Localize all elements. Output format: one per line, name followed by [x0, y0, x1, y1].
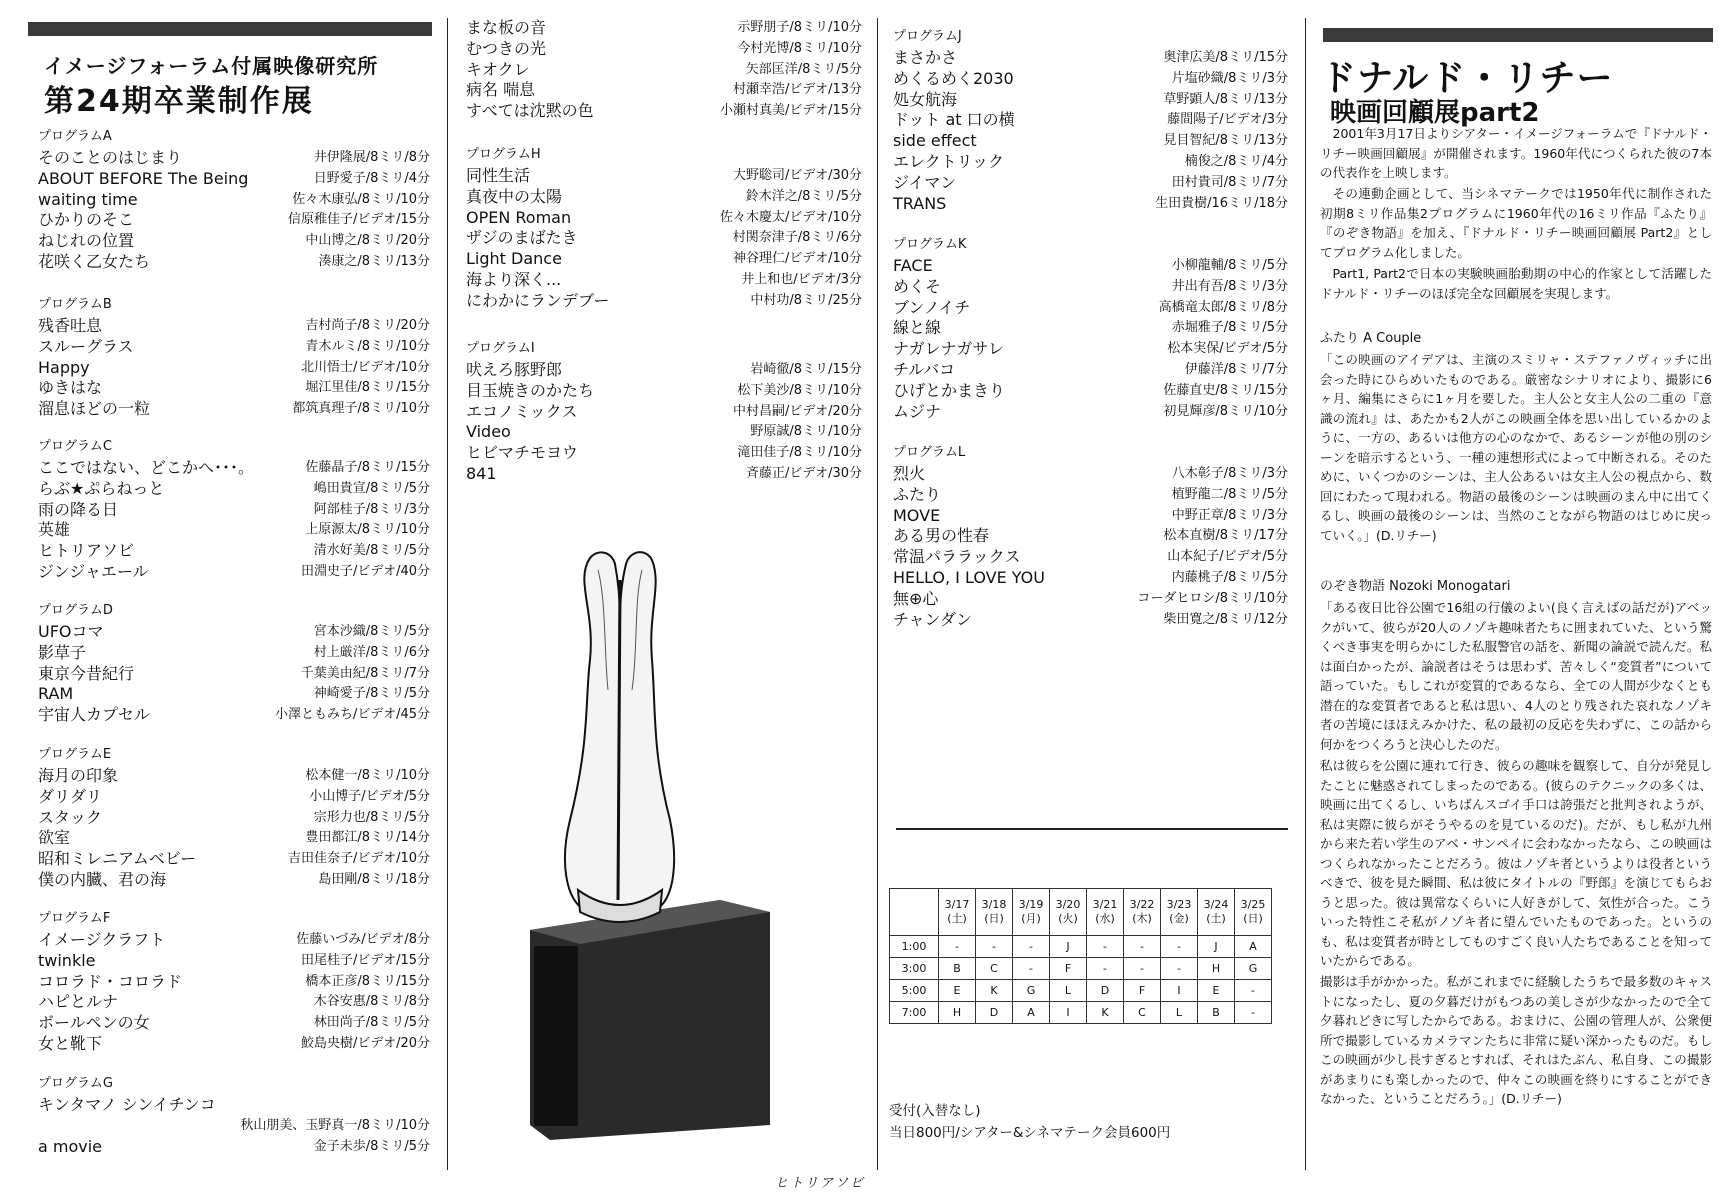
schedule-date-label: 3/22: [1129, 898, 1155, 911]
film-credit: 植野龍二/8ミリ/5分: [1171, 486, 1288, 502]
film-title: 英雄: [38, 520, 71, 540]
film-title: ハピとルナ: [38, 992, 119, 1012]
schedule-cell: -: [1013, 958, 1050, 980]
film-credit: 神崎愛子/8ミリ/5分: [313, 686, 430, 702]
film-title: めくそ: [893, 276, 942, 296]
film-title-nozoki: のぞき物語 Nozoki Monogatari: [1320, 579, 1511, 594]
film-text-couple: 「この映画のアイデアは、主演のスミリャ・ステファノヴィッチに出会った時にひらめいたものである。厳密なシナリオにより、撮影に6ヶ月、編集にさらに1ヶ月を要した。主人公と女主人公の二重の『意識の流れ』は、あたかも2人がこの映画全体を思い出しているかのように、一方の、あるいは他方の心のなかで、あるシーンが他の別のシーンを暗示するという、一種の連想形式によって中断される。そのために、いくつかのシーンは、主人公あるいは女主人公の視点から、数回にわたって現われる。物語の最後のシーンは映画のまん中に出てくるし、映画の最後のシーンは、当然のことながら物語のはじめに戻っていく。」(D.リチー): [1320, 352, 1712, 543]
illustration-caption: ヒトリアソビ: [775, 1176, 866, 1191]
film-title: a movie: [38, 1136, 103, 1156]
film-credit: 木谷安惠/8ミリ/8分: [313, 994, 430, 1010]
schedule-cell: B: [1198, 1002, 1235, 1024]
film-title: ブンノイチ: [893, 297, 971, 317]
film-credit: 松本直樹/8ミリ/17分: [1163, 528, 1288, 544]
schedule-date-label: 3/18: [981, 898, 1007, 911]
schedule-time: 1:00: [890, 936, 939, 958]
film-title: 線と線: [893, 318, 942, 338]
film-title: OPEN Roman: [466, 207, 572, 227]
schedule-row: [890, 1002, 1272, 1024]
film-credit: 小瀬村真美/ビデオ/15分: [719, 103, 862, 119]
film-title: チャンダン: [893, 609, 973, 629]
film-title: スタック: [38, 807, 103, 827]
film-text-nozoki-3: 撮影は手がかかった。私がこれまでに経験したうちで最多数のキャストになったし、夏の夕暮だけがもつあの美しさが少なかったので全て夕暮れどきに写したからである。おまけに、公園の管理人が、公衆便所で撮影しているカメラマンたちに非常に疑い深かったものだ。もしこの映画が少し長すぎるとすれば、それはたぶん、私自身、この撮影があまりにも楽しかったので、仲々この映画を終りにすることができなかった、ということだろう。」(D.リチー): [1320, 974, 1712, 1106]
film-credit: 井出有吾/8ミリ/3分: [1171, 278, 1288, 294]
film-credit: 松本健一/8ミリ/10分: [305, 768, 430, 783]
film-credit: 宮本沙織/8ミリ/5分: [313, 624, 430, 639]
schedule-table: [889, 888, 1272, 1024]
film-title: ボールペンの女: [38, 1013, 150, 1033]
program-label: プログラムF: [38, 911, 111, 926]
film-credit: コーダヒロシ/8ミリ/10分: [1137, 590, 1288, 606]
film-credit: 金子未歩/8ミリ/5分: [313, 1138, 430, 1154]
schedule-rule: [896, 828, 1288, 830]
program-label: プログラムB: [38, 297, 112, 312]
film-title: 海月の印象: [38, 766, 119, 785]
film-credit: 田村貴司/8ミリ/7分: [1171, 174, 1288, 190]
program-label: プログラムA: [38, 129, 112, 144]
film-title: UFOコマ: [38, 622, 104, 641]
schedule-cell: I: [1161, 980, 1198, 1002]
film-credit: 鮫島央樹/ビデオ/20分: [300, 1036, 430, 1051]
film-credit: 吉田佳奈子/ビデオ/10分: [287, 851, 430, 867]
column-divider-2: [877, 18, 878, 1170]
film-credit: 井上和也/ビデオ/3分: [741, 272, 862, 287]
film-credit: 今村光博/8ミリ/10分: [737, 40, 862, 56]
schedule-cell: -: [1235, 1002, 1272, 1024]
program-label: プログラムG: [38, 1076, 113, 1091]
film-credit: 初見輝彦/8ミリ/10分: [1163, 403, 1288, 419]
schedule-cell: A: [1235, 936, 1272, 958]
program-label: プログラムH: [466, 147, 541, 162]
film-title: コロラド・コロラド: [38, 971, 183, 991]
film-title: イメージクラフト: [38, 930, 166, 949]
column-divider-3: [1305, 18, 1306, 1170]
film-credit: 中村昌嗣/ビデオ/20分: [732, 403, 862, 419]
film-credit: 神谷理仁/ビデオ/10分: [732, 251, 862, 267]
schedule-cell: A: [1013, 1002, 1050, 1024]
film-title: そのことのはじまり: [38, 148, 183, 167]
film-title: 花咲く乙女たち: [38, 252, 151, 271]
film-title: 昭和ミレニアムベビー: [38, 849, 197, 869]
film-credit: 橋本正彦/8ミリ/15分: [305, 973, 430, 989]
film-credit: 岩崎徹/8ミリ/15分: [750, 362, 862, 377]
film-credit: 秋山朋美、玉野真一/8ミリ/10分: [240, 1117, 430, 1133]
film-title: ドット at 口の横: [893, 110, 1015, 130]
film-credit: 矢部匡洋/8ミリ/5分: [745, 61, 862, 77]
film-title: 無⊕心: [893, 588, 939, 608]
film-text-nozoki-1: 「ある夜日比谷公園で16組の行儀のよい(良く言えばの話だが)アベックがいて、彼らが20人のノゾキ趣味者たちに囲まれていた、という驚くべき事実を明らかにした私服警官の話を、新聞の論説で読んだ。私は面白かったが、論説者はそうは思わず、苦々しく“変質者”について語っていた。もしこれが変質的であるなら、全ての人間が少なくとも潜在的な変質者であると私は思い、4人のとり残された哀れなノゾキ者の苦境にほほえみかけた、私の最初の反応を失わずに、この話から何かをつくろうと決心したのだ。: [1320, 600, 1712, 752]
retrospective-title: ドナルド・リチー: [1320, 58, 1614, 99]
schedule-cell: -: [1161, 936, 1198, 958]
film-credit: 村瀬幸浩/ビデオ/13分: [732, 82, 862, 98]
schedule-cell: -: [1013, 936, 1050, 958]
schedule-cell: G: [1013, 980, 1050, 1002]
film-credit: 田淵史子/ビデオ/40分: [300, 564, 430, 579]
film-title: 影草子: [38, 642, 87, 662]
film-credit: 中山博之/8ミリ/20分: [305, 233, 430, 249]
schedule-day-label: (金): [1169, 912, 1189, 925]
film-credit: 滝田佳子/8ミリ/10分: [737, 445, 862, 461]
film-title: 真夜中の太陽: [466, 186, 563, 206]
intro-paragraph-2: その連動企画として、当シネマテークでは1950年代に制作された初期8ミリ作品集2プログラムに1960年代の16ミリ作品『ふたり』『のぞき物語』を加え、『ドナルド・リチー映画回顧展 Part2』としてプログラム化しました。: [1320, 186, 1712, 260]
schedule-cell: K: [976, 980, 1013, 1002]
film-title: キンタマノ シンイチンコ: [38, 1095, 216, 1114]
film-title: 雨の降る日: [38, 499, 119, 519]
schedule-cell: C: [976, 958, 1013, 980]
film-title: チルバコ: [893, 360, 956, 379]
film-credit: 阿部桂子/8ミリ/3分: [313, 501, 430, 517]
film-title: 宇宙人カプセル: [38, 705, 150, 725]
film-title: にわかにランデブー: [466, 290, 610, 310]
film-title: 欲室: [38, 828, 71, 848]
film-title: 病名 喘息: [466, 80, 536, 100]
film-credit: 千葉美由紀/8ミリ/7分: [300, 665, 430, 681]
schedule-date: [939, 889, 976, 936]
schedule-cell: I: [1050, 1002, 1087, 1024]
film-credit: 藤間陽子/ビデオ/3分: [1167, 112, 1288, 128]
schedule-day-label: (木): [1132, 912, 1152, 925]
film-credit: 佐藤直史/8ミリ/15分: [1163, 382, 1288, 398]
film-credit: 佐々木慶太/ビデオ/10分: [719, 209, 862, 225]
film-credit: 村関奈津子/8ミリ/6分: [732, 230, 862, 246]
film-title: 吠えろ豚野郎: [466, 360, 563, 379]
schedule-cell: -: [1161, 958, 1198, 980]
film-title: 女と靴下: [38, 1034, 103, 1053]
film-credit: 鈴木洋之/8ミリ/5分: [745, 188, 862, 204]
schedule-day-label: (土): [1206, 912, 1226, 925]
film-title: スルーグラス: [38, 336, 134, 356]
schedule-row: [890, 936, 1272, 958]
sculpture-illustration: [520, 540, 790, 1140]
film-credit: 片塩砂織/8ミリ/3分: [1171, 70, 1288, 86]
schedule-date-label: 3/24: [1203, 898, 1229, 911]
film-credit: 吉村尚子/8ミリ/20分: [305, 318, 430, 333]
film-credit: 小山博子/ビデオ/5分: [309, 788, 430, 804]
film-credit: 奥津広美/8ミリ/15分: [1163, 50, 1288, 65]
pedestal: [530, 900, 770, 1140]
film-title: ヒトリアソビ: [38, 541, 135, 561]
program-label: プログラムK: [893, 237, 967, 252]
film-title: ある男の性春: [893, 526, 990, 546]
film-credit: 松本実保/ビデオ/5分: [1167, 341, 1288, 357]
film-credit: 八木彰子/8ミリ/3分: [1171, 466, 1288, 481]
schedule-date: [1161, 889, 1198, 936]
schedule-cell: L: [1161, 1002, 1198, 1024]
film-credit: 楠俊之/8ミリ/4分: [1184, 154, 1288, 169]
film-credit: 佐藤いづみ/ビデオ/8分: [296, 932, 430, 947]
film-title: ひげとかまきり: [893, 380, 1006, 400]
film-title: ここではない、どこかへ･･･。: [38, 458, 255, 477]
film-credit: 豊田都江/8ミリ/14分: [305, 830, 430, 846]
film-title: ゆきはな: [38, 378, 103, 398]
film-title: らぶ★ぷらねっと: [38, 478, 165, 498]
film-title: twinkle: [38, 950, 96, 970]
program-label: プログラムC: [38, 439, 112, 454]
film-title: 東京今昔紀行: [38, 663, 135, 683]
schedule-cell: -: [1087, 958, 1124, 980]
film-credit: 中村功/8ミリ/25分: [750, 292, 862, 308]
program-label: プログラムJ: [893, 29, 962, 44]
retrospective-subtitle: 映画回顧展part2: [1330, 98, 1540, 128]
film-credit: 柴田寛之/8ミリ/12分: [1163, 611, 1288, 627]
schedule-cell: E: [939, 980, 976, 1002]
schedule-date: [1198, 889, 1235, 936]
film-title: Happy: [38, 357, 90, 377]
schedule-row: [890, 980, 1272, 1002]
film-title: ふたり: [893, 484, 942, 504]
film-credit: 青木ルミ/8ミリ/10分: [305, 338, 430, 354]
film-title: Light Dance: [466, 249, 562, 269]
film-title: まな板の音: [466, 18, 547, 37]
schedule-cell: J: [1198, 936, 1235, 958]
schedule-time: 3:00: [890, 958, 939, 980]
schedule-cell: E: [1198, 980, 1235, 1002]
schedule-time: 5:00: [890, 980, 939, 1002]
schedule-cell: B: [939, 958, 976, 980]
schedule-cell: F: [1050, 958, 1087, 980]
film-credit: 中野正章/8ミリ/3分: [1171, 507, 1288, 523]
film-credit: 野原誠/8ミリ/10分: [750, 424, 862, 440]
film-title-couple: ふたり A Couple: [1320, 331, 1422, 346]
schedule-date: [1013, 889, 1050, 936]
program-label: プログラムD: [38, 603, 113, 618]
film-title: ダリダリ: [38, 786, 103, 806]
schedule-cell: C: [1124, 1002, 1161, 1024]
schedule-row: [890, 958, 1272, 980]
schedule-date: [1087, 889, 1124, 936]
film-title: ABOUT BEFORE The Being: [38, 168, 249, 188]
film-credit: 堀江里佳/8ミリ/15分: [305, 380, 430, 396]
film-credit: 赤堀雅子/8ミリ/5分: [1171, 320, 1288, 336]
film-credit: 内藤桃子/8ミリ/5分: [1171, 570, 1288, 585]
film-credit: 北川悟士/ビデオ/10分: [300, 359, 430, 375]
schedule-date: [1235, 889, 1272, 936]
film-credit: 田尾桂子/ビデオ/15分: [300, 952, 430, 968]
schedule-cell: L: [1050, 980, 1087, 1002]
schedule-cell: H: [1198, 958, 1235, 980]
film-title: ジイマン: [893, 172, 957, 192]
schedule-date-label: 3/23: [1166, 898, 1192, 911]
film-title: 目玉焼きのかたち: [466, 380, 595, 400]
film-title: ジンジャエール: [38, 562, 149, 581]
film-title: ヒビマチモヨウ: [466, 443, 579, 463]
film-credit: 井伊隆展/8ミリ/8分: [313, 150, 430, 165]
film-credit: 清水好美/8ミリ/5分: [313, 543, 430, 559]
schedule-header-row: [890, 889, 1272, 936]
film-credit: 林田尚子/8ミリ/5分: [313, 1015, 430, 1031]
film-title: エコノミックス: [466, 401, 578, 421]
fee-prices: 当日800円/シアター&シネマテーク会員600円: [889, 1125, 1171, 1141]
school-title: イメージフォーラム付属映像研究所: [44, 54, 379, 78]
schedule-time: 7:00: [890, 1002, 939, 1024]
schedule-cell: H: [939, 1002, 976, 1024]
schedule-date: [976, 889, 1013, 936]
film-title: 烈火: [893, 464, 926, 483]
film-title: むつきの光: [466, 38, 547, 58]
film-title: RAM: [38, 684, 74, 704]
leg-seam: [618, 580, 620, 900]
intro-paragraph-3: Part1, Part2で日本の実験映画胎動期の中心的作家として活躍したドナルド・リチーのほぼ完全な回顧展を実現します。: [1320, 266, 1712, 301]
film-title: FACE: [893, 256, 933, 275]
schedule-day-label: (火): [1058, 912, 1078, 925]
film-title: waiting time: [38, 189, 138, 209]
film-title: エレクトリック: [893, 152, 1005, 171]
film-title: 同性生活: [466, 166, 531, 185]
film-credit: 湊康之/8ミリ/13分: [318, 254, 430, 269]
film-credit: 宗形力也/8ミリ/5分: [313, 809, 430, 825]
schedule-date-label: 3/20: [1055, 898, 1081, 911]
film-title: Video: [466, 422, 511, 442]
program-label: プログラムL: [893, 445, 966, 460]
film-credit: 高橋竜太郎/8ミリ/8分: [1158, 299, 1288, 315]
film-title: HELLO, I LOVE YOU: [893, 568, 1045, 587]
schedule-cell: -: [1087, 936, 1124, 958]
film-credit: 佐々木康弘/8ミリ/10分: [292, 191, 430, 207]
film-credit: 斉藤正/ビデオ/30分: [745, 466, 862, 481]
film-title: ねじれの位置: [38, 231, 135, 251]
schedule-cell: F: [1124, 980, 1161, 1002]
schedule-day-label: (土): [947, 912, 967, 925]
film-credit: 信原稚佳子/ビデオ/15分: [287, 212, 430, 228]
film-title: ひかりのそこ: [38, 210, 135, 230]
film-title: side effect: [893, 131, 977, 151]
film-credit: 日野愛子/8ミリ/4分: [313, 170, 430, 186]
schedule-corner: [890, 889, 939, 936]
film-credit: 島田剛/8ミリ/18分: [318, 872, 430, 887]
schedule-date-label: 3/17: [944, 898, 970, 911]
film-credit: 佐藤晶子/8ミリ/15分: [305, 460, 430, 475]
film-credit: 見目智紀/8ミリ/13分: [1163, 133, 1288, 149]
program-label: プログラムE: [38, 747, 112, 762]
schedule-date-label: 3/19: [1018, 898, 1044, 911]
film-text-nozoki-2: 私は彼らを公園に連れて行き、彼らの趣味を観察して、自分が発見したことに魅惑されてしまったのである。(彼らのテクニックの多くは、映画に出てくるし、いちばんスゴイ手口は誇張だと批判されようが、私は実際に彼らがそうやるのを見ているのだ)。だが、もし私が九州から来た若い学生のアベ・サンペイに会わなかったなら、この映画はつくられなかったことだろう。彼はノゾキ者というよりは役者というべきで、彼を見た瞬間、私は彼にタイトルの『野郎』を演じてもらおうと思った。彼は異常なくらいに人好きがして、気性が合った。こういった特性こそ私がノゾキ者に望んでいたものであった。というのも、私は変質者が時としてものすごく良い人たちであることを知っていたからである。: [1320, 758, 1712, 968]
film-title: 841: [466, 464, 497, 483]
film-title: TRANS: [893, 193, 947, 213]
intro-paragraph-1: 2001年3月17日よりシアター・イメージフォーラムで『ドナルド・リチー映画回顧展』が開催されます。1960年代につくられた彼の7本の代表作を上映します。: [1320, 126, 1712, 180]
film-credit: 生田貴樹/16ミリ/18分: [1155, 195, 1288, 211]
schedule-cell: G: [1235, 958, 1272, 980]
film-credit: 伊藤洋/8ミリ/7分: [1184, 362, 1288, 377]
schedule-date: [1050, 889, 1087, 936]
schedule-cell: D: [1087, 980, 1124, 1002]
film-title: 僕の内臓、君の海: [38, 870, 167, 889]
film-title: まさかさ: [893, 48, 958, 67]
column-divider-1: [447, 18, 448, 1170]
program-label: プログラムI: [466, 341, 535, 356]
schedule-date-label: 3/21: [1092, 898, 1118, 911]
film-credit: 小澤ともみち/ビデオ/45分: [274, 707, 430, 723]
schedule-day-label: (水): [1095, 912, 1115, 925]
film-credit: 都筑真理子/8ミリ/10分: [292, 401, 430, 417]
film-credit: 大野聡司/ビデオ/30分: [732, 168, 862, 183]
exhibition-title: 第24期卒業制作展: [44, 84, 314, 119]
schedule-day-label: (月): [1021, 912, 1041, 925]
film-title: 常温パララックス: [893, 547, 1021, 567]
film-credit: 草野顕人/8ミリ/13分: [1163, 91, 1288, 107]
film-title: 処女航海: [893, 89, 958, 109]
schedule-cell: -: [1124, 936, 1161, 958]
schedule-cell: J: [1050, 936, 1087, 958]
film-credit: 上原源太/8ミリ/10分: [305, 522, 430, 538]
schedule-cell: D: [976, 1002, 1013, 1024]
film-credit: 示野朋子/8ミリ/10分: [737, 20, 862, 35]
film-credit: 村上厳洋/8ミリ/6分: [313, 644, 430, 660]
film-title: 海より深く...: [466, 270, 562, 289]
film-title: ザジのまばたき: [466, 228, 578, 248]
schedule-cell: -: [1124, 958, 1161, 980]
header-bar-right: [1323, 28, 1713, 42]
film-title: キオクレ: [466, 59, 530, 79]
film-title: 溜息ほどの一粒: [38, 399, 151, 419]
film-credit: 嶋田貴宣/8ミリ/5分: [313, 480, 430, 496]
film-title: すべては沈黙の色: [466, 101, 594, 121]
film-title: ムジナ: [893, 401, 942, 421]
fee-heading: 受付(入替なし): [889, 1103, 981, 1119]
film-credit: 小柳龍輔/8ミリ/5分: [1171, 258, 1288, 273]
film-title: MOVE: [893, 505, 941, 525]
schedule-day-label: (日): [984, 912, 1004, 925]
film-title: ナガレナガサレ: [893, 339, 1005, 359]
header-bar-left: [28, 22, 432, 36]
schedule-date: [1124, 889, 1161, 936]
film-title: めくるめく2030: [893, 68, 1014, 88]
film-credit: 松下美沙/8ミリ/10分: [737, 382, 862, 398]
schedule-cell: -: [1235, 980, 1272, 1002]
schedule-cell: K: [1087, 1002, 1124, 1024]
schedule-cell: -: [976, 936, 1013, 958]
schedule-day-label: (日): [1243, 912, 1263, 925]
schedule-date-label: 3/25: [1240, 898, 1266, 911]
schedule-cell: -: [939, 936, 976, 958]
film-title: 残香吐息: [38, 316, 103, 335]
film-credit: 山本紀子/ビデオ/5分: [1167, 549, 1288, 565]
